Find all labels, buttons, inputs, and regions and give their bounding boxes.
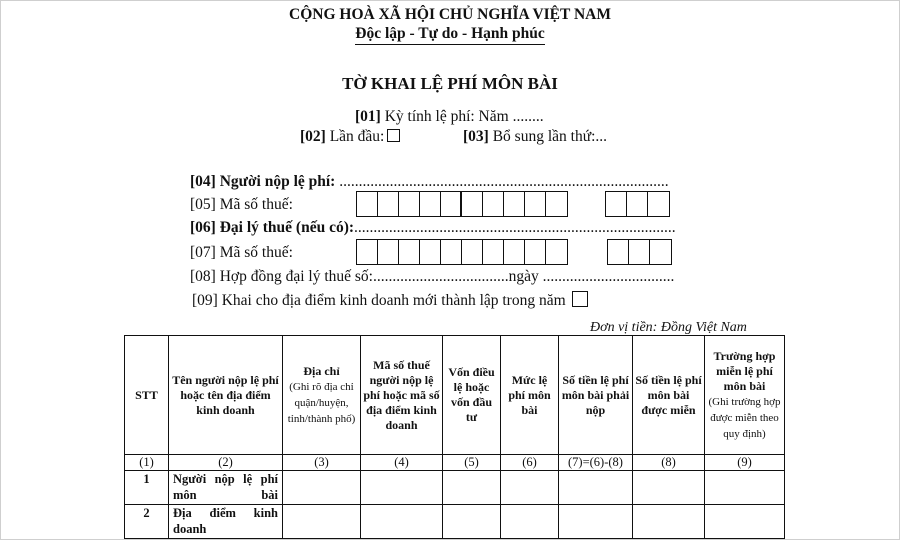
currency-unit-note: Đơn vị tiền: Đồng Việt Nam bbox=[590, 320, 747, 335]
column-number: (5) bbox=[443, 455, 501, 471]
digit-box[interactable] bbox=[441, 240, 462, 264]
table-row bbox=[125, 471, 785, 505]
republic-header: CỘNG HOÀ XÃ HỘI CHỦ NGHĨA VIỆT NAM bbox=[289, 6, 611, 23]
tax-code-boxes-05[interactable] bbox=[356, 191, 568, 217]
digit-box[interactable] bbox=[462, 240, 483, 264]
column-header: Số tiền lệ phí môn bài phải nộp bbox=[559, 336, 633, 455]
table-cell[interactable] bbox=[283, 471, 361, 505]
table-cell[interactable] bbox=[559, 505, 633, 539]
digit-box[interactable] bbox=[504, 240, 525, 264]
field-08: [08] Hợp đồng đại lý thuế số:...................................ngày .................................. bbox=[190, 268, 675, 285]
table-cell[interactable] bbox=[705, 471, 785, 505]
field-01 bbox=[355, 108, 544, 126]
field-09 bbox=[192, 291, 588, 310]
field-03 bbox=[463, 128, 607, 146]
field-04-label: [04] Người nộp lệ phí: bbox=[190, 173, 336, 190]
column-number: (6) bbox=[501, 455, 559, 471]
field-03-code: [03] bbox=[463, 128, 489, 145]
field-01-code: [01] bbox=[355, 108, 381, 125]
table-cell[interactable] bbox=[443, 471, 501, 505]
fee-table bbox=[124, 335, 785, 539]
table-row bbox=[125, 505, 785, 539]
field-07-label: [07] Mã số thuế: bbox=[190, 244, 293, 261]
field-06-label: [06] Đại lý thuế (nếu có): bbox=[190, 219, 355, 236]
digit-box[interactable] bbox=[650, 240, 671, 264]
tax-code-suffix-boxes-05[interactable] bbox=[605, 191, 670, 217]
table-cell[interactable] bbox=[633, 505, 705, 539]
field-01-text: Kỳ tính lệ phí: Năm ........ bbox=[384, 108, 544, 125]
column-header: Mã số thuế người nộp lệ phí hoặc mã số địa điểm kinh doanh bbox=[361, 336, 443, 455]
field-05-label: [05] Mã số thuế: bbox=[190, 196, 293, 213]
digit-box[interactable] bbox=[648, 192, 669, 216]
column-number: (2) bbox=[169, 455, 283, 471]
digit-box[interactable] bbox=[504, 192, 525, 216]
table-cell[interactable] bbox=[559, 471, 633, 505]
table-cell[interactable] bbox=[361, 505, 443, 539]
motto-text: Độc lập - Tự do - Hạnh phúc bbox=[355, 25, 544, 45]
row-stt: 1 bbox=[125, 471, 169, 505]
row-name: Người nộp lệ phí môn bài bbox=[169, 471, 283, 505]
tax-code-suffix-boxes-07[interactable] bbox=[607, 239, 672, 265]
tax-code-boxes-07[interactable] bbox=[356, 239, 568, 265]
field-04 bbox=[190, 173, 669, 191]
digit-box[interactable] bbox=[483, 240, 504, 264]
digit-box[interactable] bbox=[483, 192, 504, 216]
digit-box[interactable] bbox=[462, 192, 483, 216]
motto-header bbox=[0, 25, 900, 45]
column-number: (3) bbox=[283, 455, 361, 471]
column-header: Địa chỉ (Ghi rõ địa chỉ quận/huyện, tỉnh/thành phố) bbox=[283, 336, 361, 455]
form-title: TỜ KHAI LỆ PHÍ MÔN BÀI bbox=[342, 74, 558, 93]
column-number: (8) bbox=[633, 455, 705, 471]
field-09-text: [09] Khai cho địa điểm kinh doanh mới thành lập trong năm bbox=[192, 292, 566, 309]
digit-box[interactable] bbox=[546, 192, 567, 216]
digit-box[interactable] bbox=[420, 240, 441, 264]
field-02 bbox=[300, 128, 400, 146]
field-02-code: [02] bbox=[300, 128, 326, 145]
digit-box[interactable] bbox=[525, 240, 546, 264]
column-header: Tên người nộp lệ phí hoặc tên địa điểm kinh doanh bbox=[169, 336, 283, 455]
digit-box[interactable] bbox=[378, 192, 399, 216]
field-06 bbox=[190, 219, 676, 237]
table-cell[interactable] bbox=[361, 471, 443, 505]
table-cell[interactable] bbox=[443, 505, 501, 539]
new-location-checkbox[interactable] bbox=[572, 291, 588, 307]
column-number: (1) bbox=[125, 455, 169, 471]
digit-box[interactable] bbox=[606, 192, 627, 216]
table-cell[interactable] bbox=[705, 505, 785, 539]
field-03-text: Bổ sung lần thứ:... bbox=[492, 128, 608, 145]
table-cell[interactable] bbox=[501, 471, 559, 505]
column-header: Số tiền lệ phí môn bài được miễn bbox=[633, 336, 705, 455]
column-number-row bbox=[125, 455, 785, 471]
digit-box[interactable] bbox=[399, 240, 420, 264]
column-number: (7)=(6)-(8) bbox=[559, 455, 633, 471]
digit-box[interactable] bbox=[357, 240, 378, 264]
column-number: (9) bbox=[705, 455, 785, 471]
table-header-row bbox=[125, 336, 785, 455]
digit-box[interactable] bbox=[441, 192, 462, 216]
first-time-checkbox[interactable] bbox=[387, 129, 400, 142]
digit-box[interactable] bbox=[525, 192, 546, 216]
digit-box[interactable] bbox=[629, 240, 650, 264]
digit-box[interactable] bbox=[608, 240, 629, 264]
column-header: STT bbox=[125, 336, 169, 455]
table-cell[interactable] bbox=[501, 505, 559, 539]
column-header: Vốn điều lệ hoặc vốn đầu tư bbox=[443, 336, 501, 455]
field-02-text: Lần đầu: bbox=[329, 128, 385, 145]
digit-box[interactable] bbox=[378, 240, 399, 264]
table-cell[interactable] bbox=[633, 471, 705, 505]
column-header: Mức lệ phí môn bài bbox=[501, 336, 559, 455]
digit-box[interactable] bbox=[627, 192, 648, 216]
column-header: Trường hợp miễn lệ phí môn bài (Ghi trường hợp được miễn theo quy định) bbox=[705, 336, 785, 455]
field-04-dots[interactable]: ..................................................................................... bbox=[335, 173, 669, 190]
digit-box[interactable] bbox=[399, 192, 420, 216]
table-cell[interactable] bbox=[283, 505, 361, 539]
digit-box[interactable] bbox=[546, 240, 567, 264]
field-06-dots[interactable]: ................................................................................... bbox=[354, 219, 676, 236]
row-name: Địa điểm kinh doanh bbox=[169, 505, 283, 539]
row-stt: 2 bbox=[125, 505, 169, 539]
column-number: (4) bbox=[361, 455, 443, 471]
digit-box[interactable] bbox=[420, 192, 441, 216]
digit-box[interactable] bbox=[357, 192, 378, 216]
